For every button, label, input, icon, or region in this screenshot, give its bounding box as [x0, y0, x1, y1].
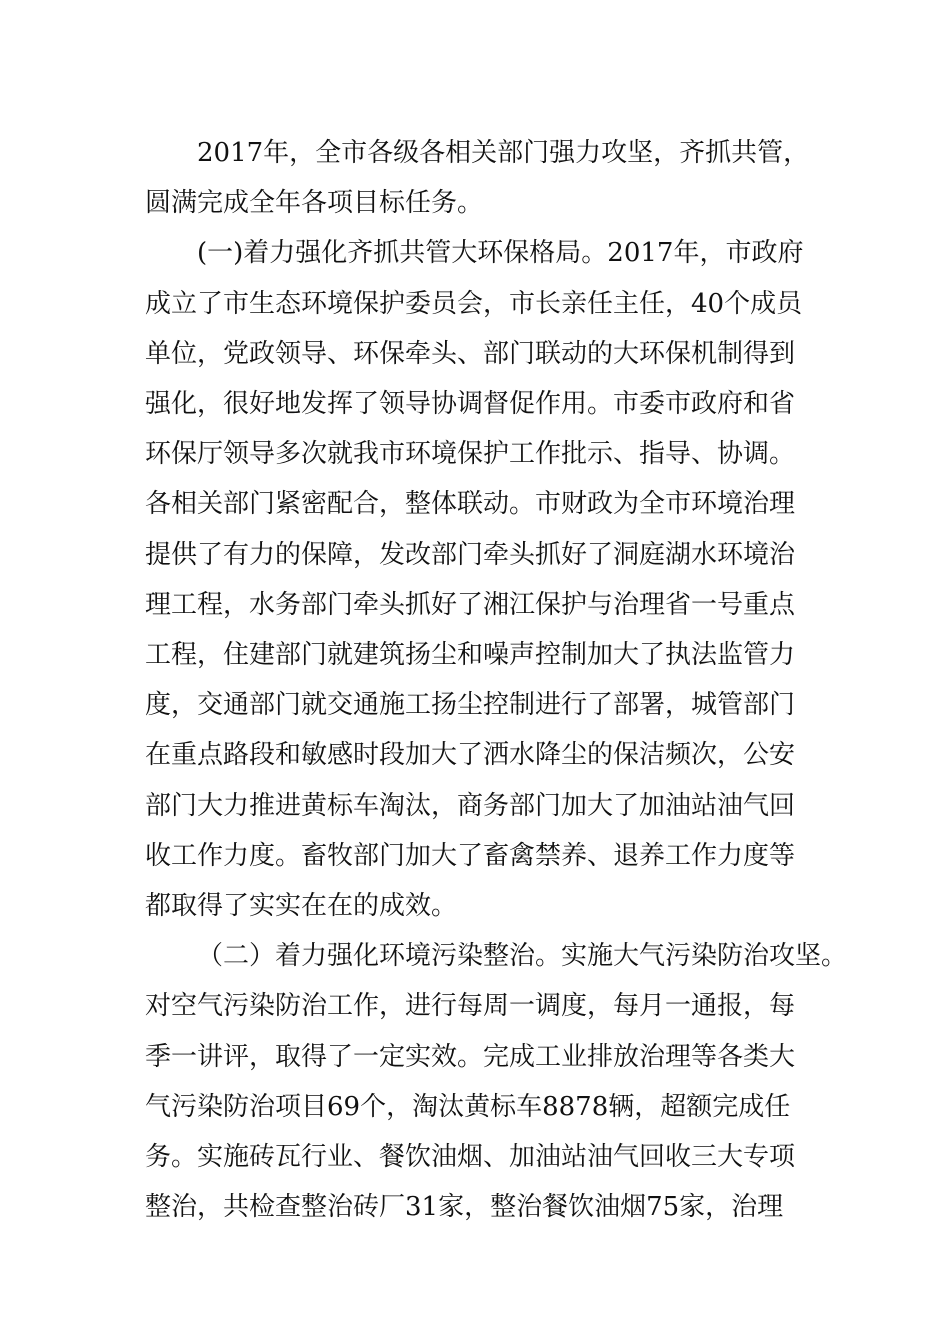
document-body: [145, 128, 848, 1232]
text-line: 环保厅领导多次就我市环境保护工作批示、指导、协调。: [145, 439, 796, 470]
text-line: 对空气污染防治工作，进行每周一调度，每月一通报，每: [145, 991, 796, 1022]
text-line: 各相关部门紧密配合，整体联动。市财政为全市环境治理: [145, 489, 796, 520]
text-line: 务。实施砖瓦行业、餐饮油烟、加油站油气回收三大专项: [145, 1142, 796, 1173]
text-line: (一)着力强化齐抓共管大环保格局。2017年，市政府: [197, 238, 804, 269]
text-line: 收工作力度。畜牧部门加大了畜禽禁养、退养工作力度等: [145, 840, 796, 871]
paragraph-intro: [145, 128, 835, 228]
paragraph-section-1: [145, 228, 835, 931]
text-line: 单位，党政领导、环保牵头、部门联动的大环保机制得到: [145, 338, 796, 369]
text-line: 成立了市生态环境保护委员会，市长亲任主任，40个成员: [145, 288, 803, 319]
text-line: 度，交通部门就交通施工扬尘控制进行了部署，城管部门: [145, 690, 796, 721]
text-line: 2017年，全市各级各相关部门强力攻坚，齐抓共管，: [197, 138, 810, 168]
paragraph-section-2: [145, 931, 848, 1232]
text-line: （二）着力强化环境污染整治。实施大气污染防治攻坚。: [197, 941, 848, 972]
text-line: 理工程，水务部门牵头抓好了湘江保护与治理省一号重点: [145, 589, 796, 620]
text-line: 季一讲评，取得了一定实效。完成工业排放治理等各类大: [145, 1041, 796, 1072]
text-line: 强化，很好地发挥了领导协调督促作用。市委市政府和省: [145, 389, 796, 420]
text-line: 圆满完成全年各项目标任务。: [145, 188, 484, 219]
text-line: 都取得了实实在在的成效。: [145, 891, 458, 922]
text-line: 提供了有力的保障，发改部门牵头抓好了洞庭湖水环境治: [145, 539, 796, 570]
text-line: 整治，共检查整治砖厂31家，整治餐饮油烟75家，治理: [145, 1192, 784, 1223]
text-line: 工程，住建部门就建筑扬尘和噪声控制加大了执法监管力: [145, 640, 796, 671]
text-line: 在重点路段和敏感时段加大了洒水降尘的保洁频次，公安: [145, 740, 796, 771]
text-line: 气污染防治项目69个，淘汰黄标车8878辆，超额完成任: [145, 1091, 791, 1122]
text-line: 部门大力推进黄标车淘汰，商务部门加大了加油站油气回: [145, 790, 796, 821]
